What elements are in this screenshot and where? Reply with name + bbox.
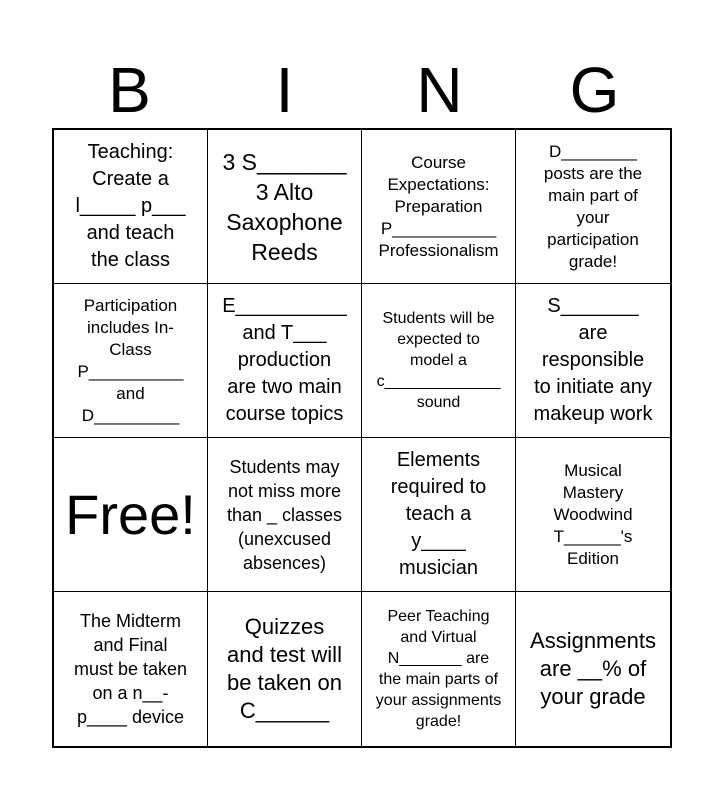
bingo-cell[interactable] xyxy=(54,284,208,438)
grid-row-4 xyxy=(54,592,670,746)
bingo-cell[interactable] xyxy=(208,592,362,746)
cell-text: Participation includes In- Class P__________ and D_________ xyxy=(77,295,184,425)
bingo-cell[interactable] xyxy=(208,284,362,438)
bingo-cell[interactable] xyxy=(54,130,208,284)
cell-text: The Midterm and Final must be taken on a n__- p____ device xyxy=(73,611,188,727)
free-space-cell[interactable] xyxy=(54,438,208,592)
grid-row-1 xyxy=(54,130,670,284)
cell-text: Students will be expected to model a c_____________ sound xyxy=(376,310,501,411)
free-space-text: Free! xyxy=(65,482,196,546)
bingo-cell[interactable] xyxy=(516,438,670,592)
bingo-cell[interactable] xyxy=(362,438,516,592)
cell-text: 3 S_______ 3 Alto Saxophone Reeds xyxy=(222,148,347,265)
grid-row-3 xyxy=(54,438,670,592)
header-letter-n: N xyxy=(416,54,463,126)
bingo-cell[interactable] xyxy=(54,592,208,746)
cell-text: Musical Mastery Woodwind T______'s Edition xyxy=(553,460,633,568)
cell-text: Students may not miss more than _ classes (unexcused absences) xyxy=(226,456,343,573)
bingo-cell[interactable] xyxy=(516,130,670,284)
cell-text: E__________ and T___ production are two main course topics xyxy=(222,295,347,425)
bingo-cell[interactable] xyxy=(516,592,670,746)
bingo-cell[interactable] xyxy=(362,130,516,284)
cell-text: S_______ are responsible to initiate any makeup work xyxy=(533,295,653,425)
cell-text: Peer Teaching and Virtual N_______ are the main parts of your assignments grade! xyxy=(375,608,502,730)
header-letter-b: B xyxy=(108,54,151,126)
bingo-grid xyxy=(52,128,672,748)
cell-text: D________ posts are the main part of your participation grade! xyxy=(543,141,643,271)
bingo-cell[interactable] xyxy=(516,284,670,438)
grid-row-2 xyxy=(54,284,670,438)
bingo-cell[interactable] xyxy=(362,284,516,438)
cell-text: Quizzes and test will be taken on C______ xyxy=(227,614,342,723)
bingo-cell[interactable] xyxy=(208,130,362,284)
header-letter-g: G xyxy=(569,54,620,126)
cell-text: Course Expectations: Preparation P___________ Professionalism xyxy=(378,152,499,260)
bingo-header xyxy=(52,55,672,125)
cell-text: Assignments are __% of your grade xyxy=(530,628,656,709)
bingo-cell[interactable] xyxy=(208,438,362,592)
bingo-cell[interactable] xyxy=(362,592,516,746)
cell-text: Teaching: Create a l_____ p___ and teach the class xyxy=(75,141,186,271)
cell-text: Elements required to teach a y____ musician xyxy=(390,449,487,579)
header-letter-i: I xyxy=(275,54,294,126)
